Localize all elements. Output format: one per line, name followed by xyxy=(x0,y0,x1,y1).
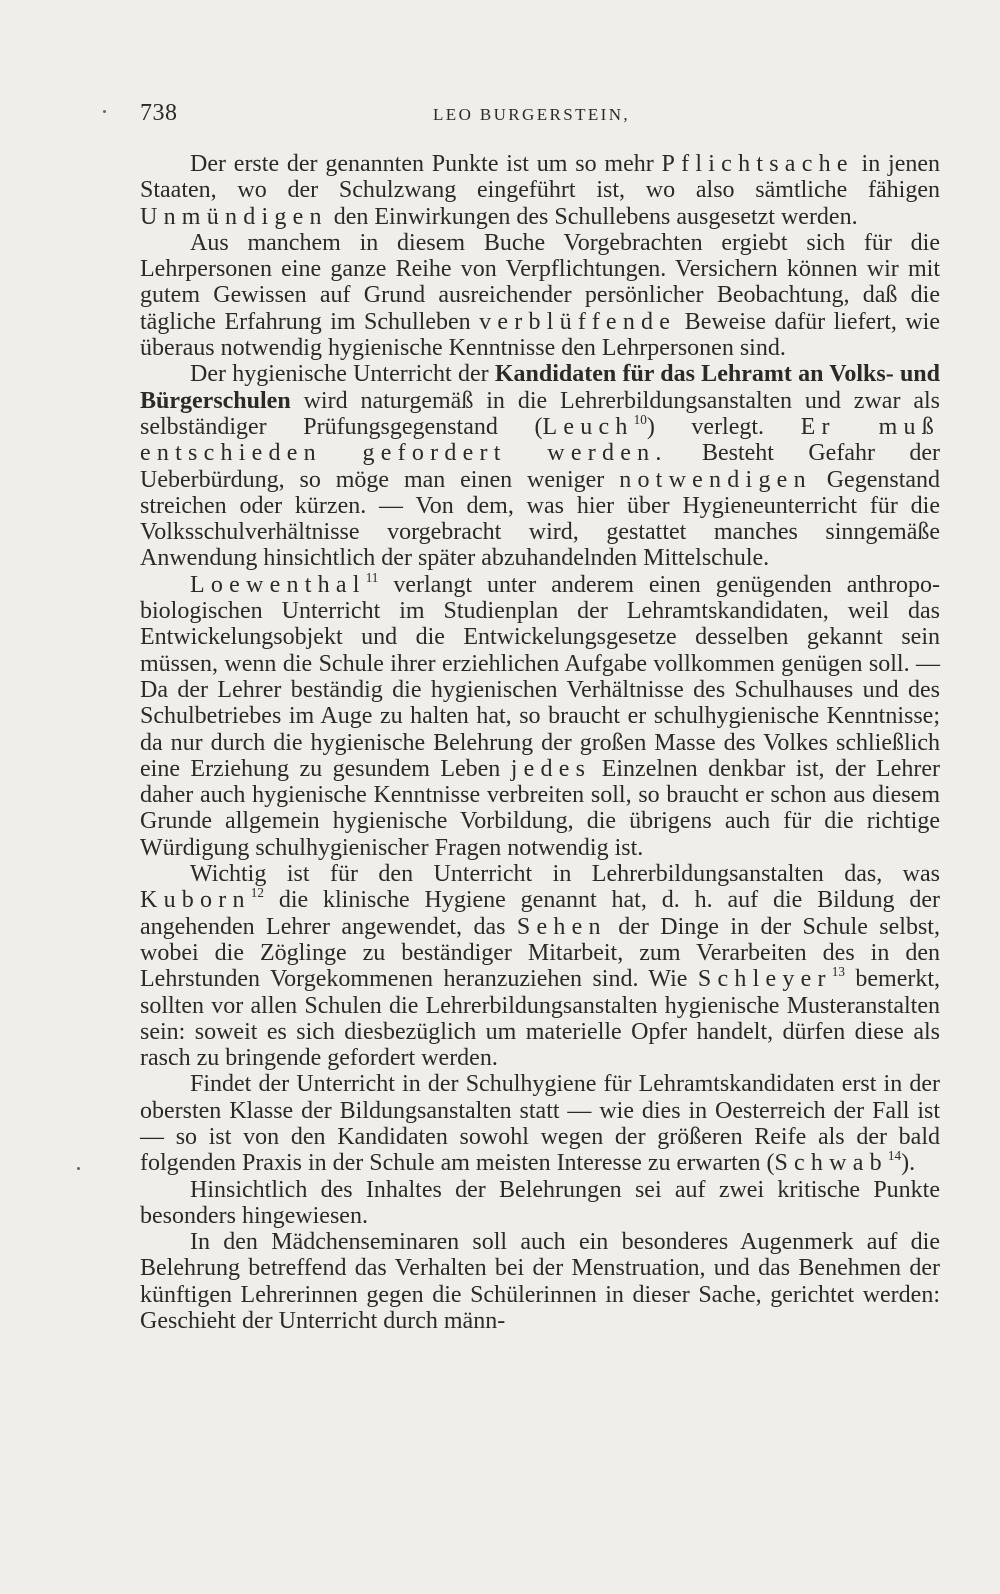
paragraph: Der erste der genannten Punkte ist um so mehr Pflichtsache in jenen Staaten, wo der Schulzwang eingeführt ist, wo also sämtliche fähigen Unmündigen den Einwirkungen des Schullebens ausgesetzt werden. xyxy=(140,151,941,230)
paragraph: In den Mädchenseminaren soll auch ein besonderes Augenmerk auf die Belehrung betreffend das Verhalten bei der Menstruation, und das Benehmen der künftigen Lehrerinnen gegen die Schülerinnen in dieser Sache, gerichtet werden: Geschieht der Unterricht durch männ- xyxy=(140,1229,940,1335)
page-number: 738 xyxy=(140,100,178,126)
footnote-ref: 11 xyxy=(365,569,379,585)
footnote-ref: 10 xyxy=(633,412,647,428)
footnote-ref: 14 xyxy=(887,1148,902,1164)
footnote-ref: 13 xyxy=(831,964,845,980)
running-head: LEO BURGERSTEIN, xyxy=(433,105,631,124)
paragraph: Findet der Unterricht in der Schulhygiene für Lehramtskandidaten erst in der obersten Klasse der Bildungsanstalten statt — wie dies in Oesterreich der Fall ist — so ist von den Kandidaten sowohl wegen der größeren Reife als der bald folgenden Praxis in der Schule am meisten Interesse zu erwarten (Schwab$^{14}$). xyxy=(140,1071,940,1177)
paragraph: Der hygienische Unterricht der Kandidaten für das Lehramt an Volks- und Bürgerschulen wird naturgemäß in die Lehrerbildungsanstalten und zwar als selbständiger Prüfungsgegenstand (Leuch$^{10}$) verlegt. Er muß entschieden gefordert werden. Besteht Gefahr der Ueberbürdung, so möge man einen weniger notwendigen Gegenstand streichen oder kürzen. — Von dem, was hier über Hygieneunterricht für die Volksschulverhältnisse vorgebracht wird, gestattet manches sinngemäße Anwendung hinsichtlich der später abzuhandelnden Mittelschule. xyxy=(140,361,941,572)
paragraph: Aus manchem in diesem Buche Vorgebrachten ergiebt sich für die Lehrpersonen eine ganze Reihe von Verpflichtungen. Versichern können wir mit gutem Gewissen auf Grund ausreichender persönlicher Beobachtung, daß die tägliche Erfahrung im Schulleben verblüffende Beweise dafür liefert, wie überaus notwendig hygienische Kenntnisse den Lehrpersonen sind. xyxy=(140,229,940,362)
footnote-ref: 12 xyxy=(250,885,264,901)
paragraph: Hinsichtlich des Inhaltes der Belehrungen sei auf zwei kritische Punkte besonders hingewiesen. xyxy=(140,1176,940,1229)
page-header xyxy=(140,100,940,130)
paragraph: Wichtig ist für den Unterricht in Lehrerbildungsanstalten das, was Kuborn$^{12}$ die klinische Hygiene genannt hat, d. h. auf die Bildung der angehenden Lehrer angewendet, das Sehen der Dinge in der Schule selbst, wobei die Zöglinge zu beständiger Mitarbeit, zum Verarbeiten des in den Lehrstunden Vorgekommenen heranzuziehen sind. Wie Schleyer$^{13}$ bemerkt, sollten vor allen Schulen die Lehrerbildungsanstalten hygienische Musteranstalten sein: soweit es sich diesbezüglich um materielle Opfer handelt, dürfen diese als rasch zu bringende gefordert werden. xyxy=(140,861,941,1072)
paragraph: Loewenthal$^{11}$ verlangt unter anderem einen genügenden anthropo-biologischen Unterricht im Studienplan der Lehramtskandidaten, weil das Entwickelungsobjekt und die Entwickelungsgesetze desselben gekannt sein müssen, wenn die Schule ihrer erziehlichen Aufgabe vollkommen genügen soll. — Da der Lehrer beständig die hygienischen Verhältnisse des Schulhauses und des Schulbetriebes im Auge zu halten hat, so braucht er schulhygienische Kenntnisse; da nur durch die hygienische Belehrung der großen Masse des Volkes schließlich eine Erziehung zu gesundem Leben jedes Einzelnen denkbar ist, der Lehrer daher auch hygienische Kenntnisse verbreiten soll, so braucht er schon aus diesem Grunde allgemein hygienische Vorbildung, die übrigens auch für die richtige Würdigung schulhygienischer Fragen notwendig ist. xyxy=(140,569,940,861)
body-text xyxy=(140,151,940,1334)
stray-mark xyxy=(77,1167,80,1170)
stray-mark xyxy=(103,110,106,113)
